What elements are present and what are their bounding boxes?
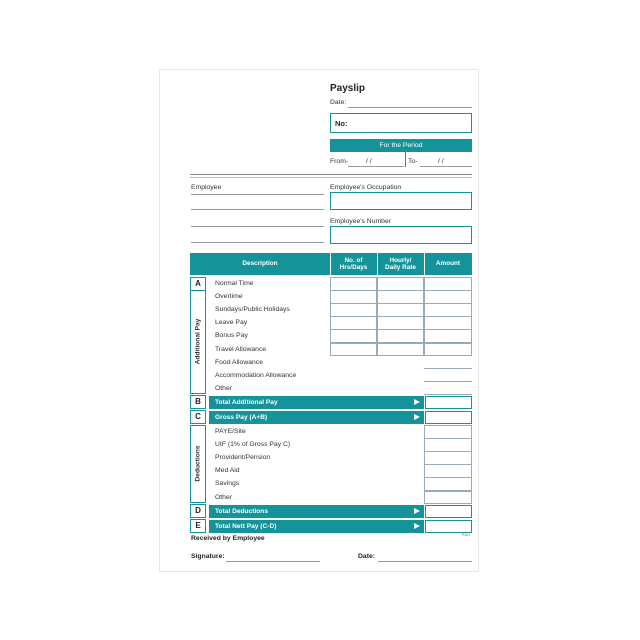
additional-pay-item: Food Allowance	[215, 358, 263, 366]
footer-date-line[interactable]	[378, 561, 472, 562]
deduction-amount-cell[interactable]	[424, 438, 472, 452]
employee-line-2[interactable]	[191, 209, 324, 210]
amount-cell[interactable]	[424, 382, 472, 396]
date-line[interactable]	[348, 107, 472, 108]
hours-cell[interactable]	[330, 303, 377, 317]
deduction-item: PAYE/Site	[215, 428, 246, 435]
nett-pay-label: Total Nett Pay (C-D)	[215, 523, 277, 530]
additional-pay-item: Bonus Pay	[215, 332, 248, 340]
header-sep-2	[377, 253, 378, 275]
total-additional-pay-field[interactable]	[425, 396, 472, 409]
deduction-item: Provident/Pension	[215, 454, 271, 462]
rate-cell[interactable]	[377, 277, 424, 291]
additional-pay-item: Sundays/Public Holidays	[215, 306, 290, 314]
additional-pay-item: Overtime	[215, 293, 243, 301]
deduction-item: Other	[215, 493, 232, 501]
employee-number-label: Employee's Number	[330, 218, 391, 225]
to-date-line[interactable]	[420, 166, 472, 167]
additional-pay-item: Normal Time	[215, 280, 254, 287]
section-b-letter: B	[190, 395, 206, 409]
employee-label: Employee	[191, 184, 222, 191]
total-deductions-label: Total Deductions	[215, 508, 268, 515]
hours-cell[interactable]	[330, 316, 377, 330]
header-sep-1	[330, 253, 331, 275]
period-header: For the Period	[330, 139, 472, 152]
gross-pay-field[interactable]	[425, 411, 472, 424]
amount-cell[interactable]	[424, 369, 472, 383]
employee-line-1[interactable]	[191, 194, 324, 195]
rate-cell[interactable]	[377, 316, 424, 330]
amount-cell[interactable]	[424, 343, 472, 357]
number-field[interactable]	[330, 113, 472, 133]
deduction-item: UIF (1% of Gross Pay C)	[215, 441, 291, 449]
amount-cell[interactable]	[424, 290, 472, 304]
signature-line[interactable]	[226, 561, 320, 562]
rate-cell[interactable]	[377, 290, 424, 304]
deduction-amount-cell[interactable]	[424, 451, 472, 465]
occupation-label: Employee's Occupation	[330, 184, 402, 191]
signature-label: Signature:	[191, 553, 225, 560]
to-label: To-	[408, 158, 418, 165]
rate-cell[interactable]	[377, 343, 424, 357]
from-label: From-	[330, 158, 349, 165]
rate-cell[interactable]	[377, 303, 424, 317]
employee-line-3[interactable]	[191, 226, 324, 227]
section-e-letter: E	[190, 519, 206, 533]
section-d-letter: D	[190, 504, 206, 518]
deduction-item: Med Aid	[215, 467, 240, 475]
deduction-amount-cell[interactable]	[424, 491, 472, 505]
hours-cell[interactable]	[330, 290, 377, 304]
nett-pay-field[interactable]	[425, 520, 472, 533]
col-rate: Hourly/ Daily Rate	[385, 256, 416, 271]
deduction-item: Savings	[215, 480, 240, 488]
payslip-title: Payslip	[330, 83, 366, 94]
hours-cell[interactable]	[330, 343, 377, 357]
amount-cell[interactable]	[424, 356, 472, 370]
col-amount: Amount	[435, 260, 461, 268]
number-label: No:	[335, 119, 348, 128]
from-date-line[interactable]	[348, 166, 404, 167]
header-divider	[190, 174, 472, 178]
header-sep-3	[424, 253, 425, 275]
deduction-amount-cell[interactable]	[424, 464, 472, 478]
date-label: Date:	[330, 99, 347, 106]
table-header	[190, 253, 472, 275]
additional-pay-item: Other	[215, 384, 232, 392]
arrow-right-icon	[414, 508, 420, 514]
section-a-vertical-label: Additional Pay	[194, 318, 202, 365]
col-hours: No. of Hrs/Days	[339, 256, 368, 271]
from-date-sep: / /	[366, 158, 372, 165]
additional-pay-item: Leave Pay	[215, 319, 248, 327]
total-deductions-field[interactable]	[425, 505, 472, 518]
amount-cell[interactable]	[424, 329, 472, 343]
to-date-sep: / /	[438, 158, 444, 165]
amount-cell[interactable]	[424, 277, 472, 291]
received-label: Received by Employee	[191, 535, 265, 542]
additional-pay-item: Accommodation Allowance	[215, 371, 297, 379]
occupation-field[interactable]	[330, 192, 472, 210]
gross-pay-label: Gross Pay (A+B)	[215, 414, 268, 421]
arrow-right-icon	[414, 414, 420, 420]
arrow-right-icon	[414, 399, 420, 405]
arrow-right-icon	[414, 523, 420, 529]
employee-line-4[interactable]	[191, 242, 324, 243]
section-c-letter: C	[190, 410, 206, 424]
section-a-letter: A	[190, 277, 206, 291]
deduction-amount-cell[interactable]	[424, 477, 472, 491]
amount-cell[interactable]	[424, 303, 472, 317]
form-code: P201	[462, 533, 471, 537]
gross-pay-bar	[209, 411, 424, 424]
hours-cell[interactable]	[330, 329, 377, 343]
total-deductions-bar	[209, 505, 424, 518]
hours-cell[interactable]	[330, 277, 377, 291]
total-additional-pay-bar	[209, 396, 424, 409]
additional-pay-item: Travel Allowance	[215, 345, 267, 353]
col-description: Description	[242, 260, 278, 268]
period-divider	[405, 152, 406, 167]
deduction-amount-cell[interactable]	[424, 425, 472, 439]
rate-cell[interactable]	[377, 329, 424, 343]
deductions-vertical-label: Deductions	[194, 445, 202, 482]
footer-date-label: Date:	[358, 553, 375, 560]
nett-pay-bar	[209, 520, 424, 533]
employee-number-field[interactable]	[330, 226, 472, 244]
total-additional-pay-label: Total Additional Pay	[215, 399, 278, 406]
amount-cell[interactable]	[424, 316, 472, 330]
